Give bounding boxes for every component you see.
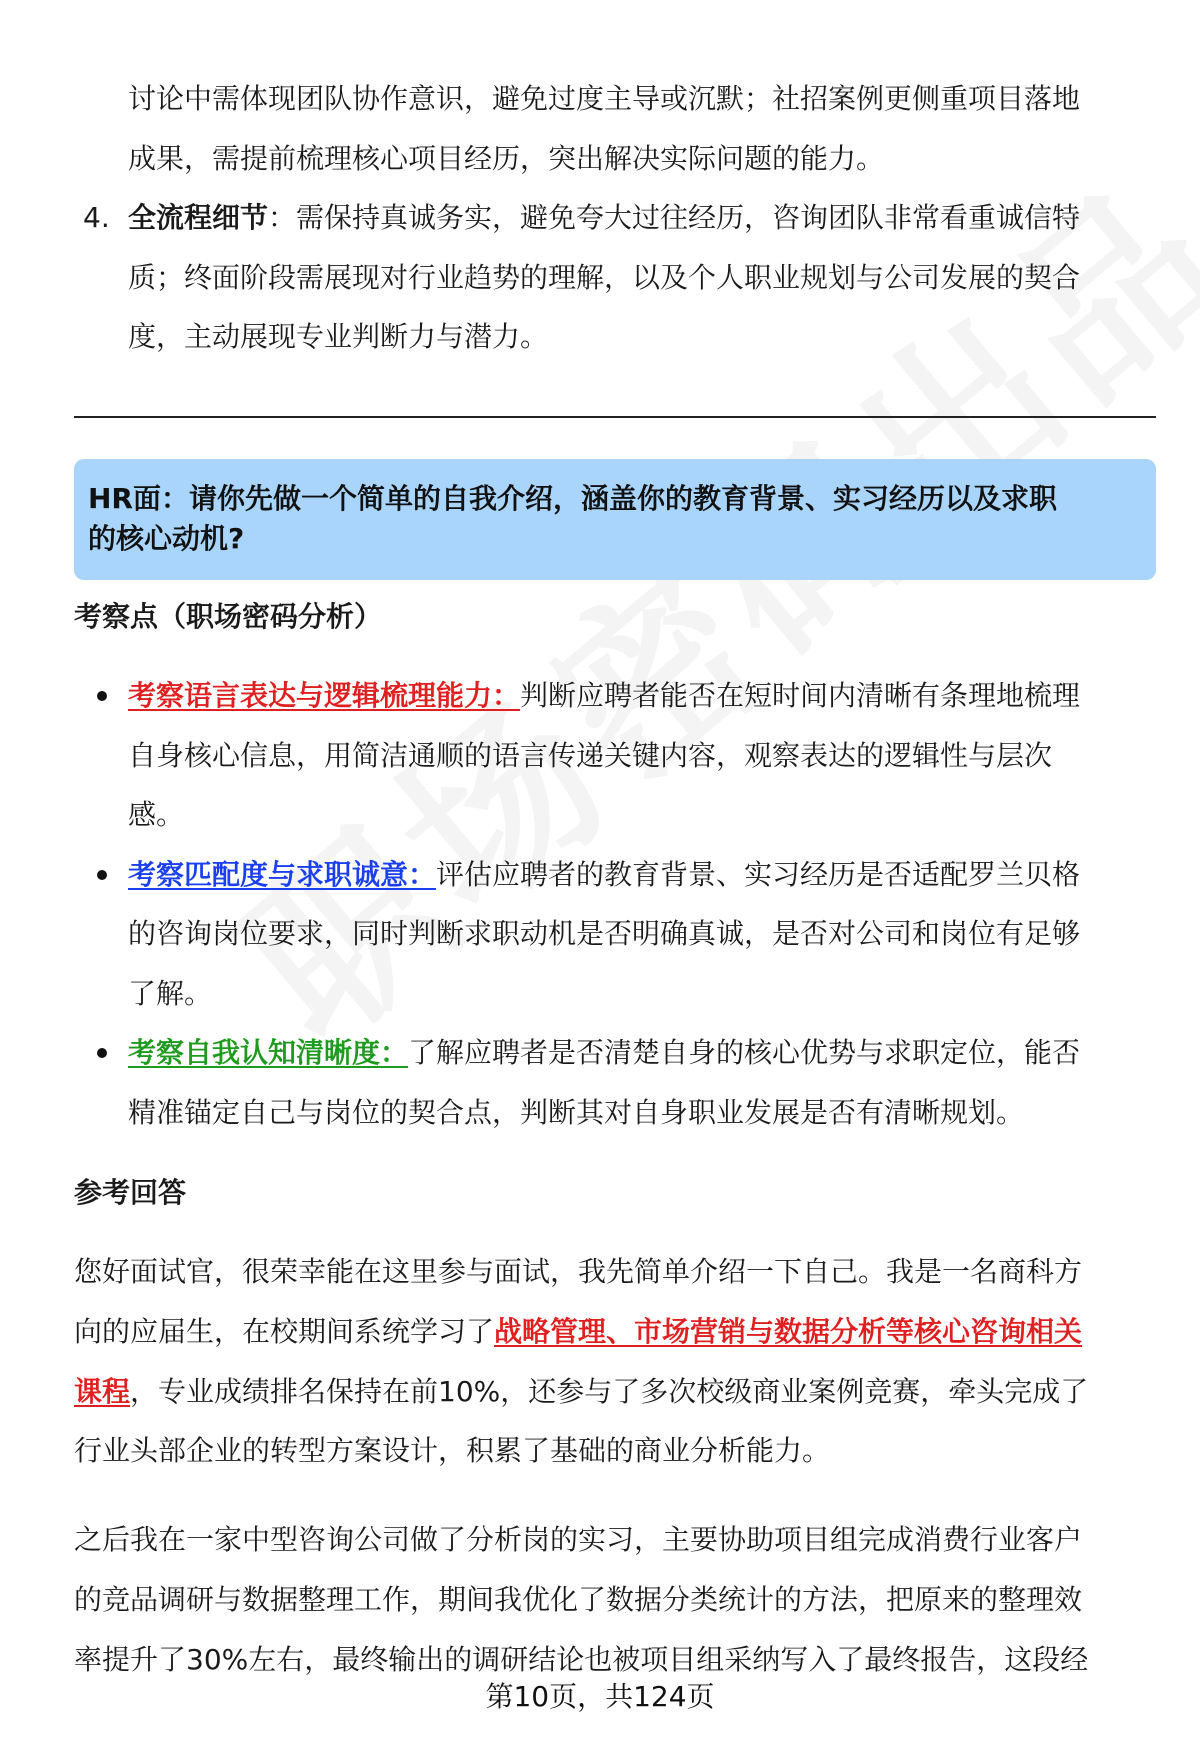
focus-bullet-2-line-2: 的咨询岗位要求，同时判断求职动机是否明确真诚，是否对公司和岗位有足够 [128,917,1081,950]
answer-para-1-line-1: 您好面试官，很荣幸能在这里参与面试，我先简单介绍一下自己。我是一名商科方 [74,1255,1083,1288]
numbered-item-4-text: ：需保持真诚务实，避免夸大过往经历，咨询团队非常看重诚信特 [268,201,1081,234]
bullet-dot [97,691,107,701]
question-box [74,459,1156,580]
numbered-item-4-title: 全流程细节 [128,201,269,234]
numbered-item-4-line-1 [128,198,1080,238]
answer-para-1-line-2-text: 向的应届生，在校期间系统学习了 [74,1315,495,1348]
section-divider [74,416,1156,418]
answer-section-title: 参考回答 [74,1176,187,1209]
list-number-4: 4. [83,201,110,234]
focus-bullet-2-text: 评估应聘者的教育背景、实习经历是否适配罗兰贝格 [436,858,1081,891]
focus-section-title: 考察点（职场密码分析） [74,600,383,633]
numbered-item-4-line-3: 度，主动展现专业判断力与潜力。 [128,320,549,353]
focus-bullet-3-text: 了解应聘者是否清楚自身的核心优势与求职定位，能否 [408,1036,1081,1069]
bullet-dot [97,1048,107,1058]
answer-para-2-line-2: 的竞品调研与数据整理工作，期间我优化了数据分类统计的方法，把原来的整理效 [74,1583,1083,1616]
continuation-line-1: 讨论中需体现团队协作意识，避免过度主导或沉默；社招案例更侧重项目落地 [128,82,1081,115]
answer-highlight: 战略管理、市场营销与数据分析等核心咨询相关 [494,1315,1083,1348]
continuation-line-2: 成果，需提前梳理核心项目经历，突出解决实际问题的能力。 [128,142,885,175]
focus-bullet-1-text: 判断应聘者能否在短时间内清晰有条理地梳理 [520,679,1081,712]
bullet-dot [97,870,107,880]
focus-bullet-2-label: 考察匹配度与求职诚意： [128,858,437,891]
focus-bullet-3-label: 考察自我认知清晰度： [128,1036,409,1069]
answer-para-1-line-3 [74,1372,1088,1412]
numbered-item-4-line-2: 质；终面阶段需展现对行业趋势的理解，以及个人职业规划与公司发展的契合 [128,261,1081,294]
answer-para-1-line-3-text: ，专业成绩排名保持在前10%，还参与了多次校级商业案例竞赛，牵头完成了 [130,1375,1089,1408]
focus-bullet-1-label: 考察语言表达与逻辑梳理能力： [128,679,521,712]
focus-bullet-2-line-3: 了解。 [128,977,213,1010]
page-number-footer: 第10页，共124页 [485,1680,715,1713]
question-line-1: HR面：请你先做一个简单的自我介绍，涵盖你的教育背景、实习经历以及求职 [88,482,1057,515]
answer-para-1-line-4: 行业头部企业的转型方案设计，积累了基础的商业分析能力。 [74,1434,831,1467]
answer-para-2-line-1: 之后我在一家中型咨询公司做了分析岗的实习，主要协助项目组完成消费行业客户 [74,1523,1083,1556]
answer-para-2-line-3: 率提升了30%左右，最终输出的调研结论也被项目组采纳写入了最终报告，这段经 [74,1643,1089,1676]
answer-para-1-line-2 [74,1312,1082,1352]
focus-bullet-3-line-1 [128,1033,1080,1073]
focus-bullet-1-line-1 [128,676,1080,716]
focus-bullet-1-line-3: 感。 [128,798,185,831]
focus-bullet-3-line-2: 精准锚定自己与岗位的契合点，判断其对自身职业发展是否有清晰规划。 [128,1096,1025,1129]
question-line-2: 的核心动机? [88,522,245,555]
answer-highlight-continued: 课程 [74,1375,131,1408]
focus-bullet-1-line-2: 自身核心信息，用简洁通顺的语言传递关键内容，观察表达的逻辑性与层次 [128,739,1053,772]
focus-bullet-2-line-1 [128,855,1080,895]
